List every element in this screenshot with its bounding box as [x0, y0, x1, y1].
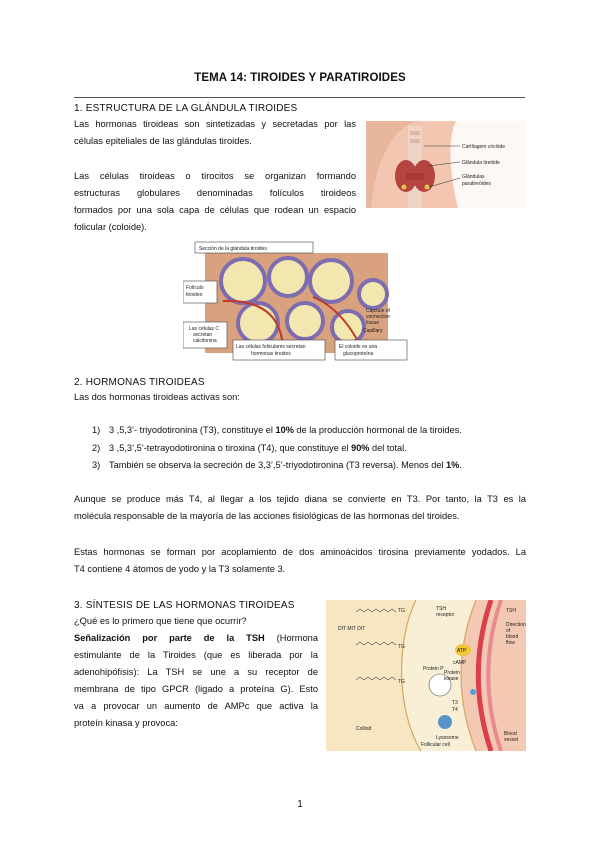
fig3-label: Colloid — [356, 726, 372, 732]
fig3-label: cAMP — [453, 660, 467, 666]
item-percent: 1% — [446, 460, 460, 470]
fig3-label: T3 — [452, 700, 458, 706]
fig3-label: ATP — [457, 648, 467, 654]
text-line: Aunque se produce más T4, al llegar a los tejido diana se convierte en T3. Por tanto, la T3 es la — [74, 494, 526, 504]
fig2-label: secretan — [193, 332, 213, 338]
fig3-label: receptor — [436, 612, 455, 618]
fig3-label: Direction — [506, 622, 526, 628]
page-title: TEMA 14: TIROIDES Y PARATIROIDES — [194, 72, 406, 84]
section-3-question: ¿Qué es lo primero que tiene que ocurrir? — [74, 616, 247, 626]
fig2-label: Capsule of — [366, 308, 390, 314]
section-1-para-2 — [74, 168, 356, 236]
text-line: membrana de tipo GPCR (ligado a proteína G). Esto — [74, 684, 318, 694]
fig2-label: connective — [366, 314, 390, 320]
hormone-item-3 — [92, 460, 462, 470]
section-2-para-2 — [74, 544, 526, 578]
item-text: del total. — [369, 443, 407, 453]
section-3-para — [74, 630, 318, 732]
fig3-label: flow — [506, 640, 515, 646]
fig3-label: kinase — [444, 676, 459, 682]
thyroid-anatomy-figure — [366, 121, 526, 208]
item-text: de la producción hormonal de la tiroides. — [293, 425, 462, 435]
fig2-label: Las células C — [189, 326, 220, 332]
text-rest: (Hormona — [264, 633, 319, 643]
fig1-label: Glândulas — [462, 174, 485, 180]
fig3-label: TSH — [506, 608, 516, 614]
page-number: 1 — [297, 799, 303, 810]
fig2-label: hormonas tiroides — [251, 351, 291, 357]
text-line: estructuras globulares denominadas folículos tiroideos — [74, 188, 356, 198]
fig1-label: Glândula tireóide — [462, 160, 500, 166]
text-line: T4 contiene 4 átomos de yodo y la T3 solamente 3. — [74, 564, 286, 574]
text-line: estimulante de la Tiroides (que es liberada por la — [74, 650, 318, 660]
text-line: folicular (coloide). — [74, 222, 147, 232]
text-line: molécula responsable de la mayoría de las acciones fisiológicas de las hormonas del tiroides. — [74, 511, 460, 521]
text-line: Las hormonas tiroideas son sintetizadas y secretadas por las — [74, 119, 356, 129]
thyroid-follicles-figure — [183, 239, 408, 362]
fig3-label: Lysosome — [436, 735, 459, 741]
text-line: células epiteliales de las glándulas tiroides. — [74, 136, 252, 146]
fig3-label: TSH — [436, 606, 446, 612]
item-text: También se observa la secreción de 3,3’,5’-triyodotironina (T3 reversa). Menos del — [109, 460, 447, 470]
text-line: formados por una sola capa de células que rodean un espacio — [74, 205, 356, 215]
list-number: 3) — [92, 460, 101, 470]
item-text: . — [459, 460, 462, 470]
text-line: Estas hormonas se forman por acoplamiento de dos aminoácidos tirosina previamente yodados. La — [74, 547, 526, 557]
section-3-heading: 3. SÍNTESIS DE LAS HORMONAS TIROIDEAS — [74, 600, 295, 611]
fig1-label: paratireóides — [462, 181, 491, 187]
text-line: va a provocar un aumento de AMPc que activa la — [74, 701, 318, 711]
fig3-label: blood — [506, 634, 519, 640]
fig3-label: of — [506, 628, 511, 634]
tsh-signaling-figure — [326, 600, 526, 751]
text-bold: Señalización por parte de la TSH — [74, 633, 265, 643]
list-number: 2) — [92, 443, 101, 453]
fig2-label: glucoproteína — [343, 351, 374, 357]
section-2-intro: Las dos hormonas tiroideas activas son: — [74, 392, 240, 402]
section-1-heading: 1. ESTRUCTURA DE LA GLÁNDULA TIROIDES — [74, 103, 298, 114]
fig3-label: T4 — [452, 707, 458, 713]
fig3-label: TG — [398, 679, 405, 685]
fig3-label: Protein P — [423, 666, 444, 672]
section-2-para-1 — [74, 491, 526, 525]
text-line — [74, 630, 318, 647]
text-line: proteín kinasa y provoca: — [74, 718, 178, 728]
fig3-label: TG — [398, 608, 405, 614]
hormone-item-1 — [92, 425, 462, 435]
item-text: 3 ,5,3’- triyodotironina (T3), constituye el — [109, 425, 276, 435]
item-percent: 90% — [351, 443, 370, 453]
item-text: 3 ,5,3’,5’-tetrayodotironina o tiroxina (T4), que constituye el — [109, 443, 352, 453]
section-1-para-1 — [74, 116, 356, 150]
text-line: Las células tiroideas o tirocitos se organizan formando — [74, 171, 356, 181]
fig2-label: tiroideo — [186, 292, 203, 298]
fig2-label: El coloide es una — [339, 344, 378, 350]
item-percent: 10% — [275, 425, 294, 435]
title-divider — [74, 97, 525, 98]
fig3-label: Protein — [444, 670, 460, 676]
fig2-label: tissue — [366, 320, 380, 326]
fig2-label: Folículo — [186, 285, 204, 291]
fig2-label: calcitonina — [193, 338, 217, 344]
fig2-label: Capillary — [363, 328, 383, 334]
fig1-label: Cartílagem cricóide — [462, 144, 506, 150]
fig3-label: DIT MIT DIT — [338, 626, 366, 632]
fig2-label: Las células foliculares secretan — [236, 344, 306, 350]
section-2-heading: 2. HORMONAS TIROIDEAS — [74, 377, 205, 388]
list-number: 1) — [92, 425, 101, 435]
fig3-label: Blood — [504, 731, 517, 737]
fig2-label: Sección de la glándula tiroides — [199, 246, 267, 252]
text-line: adenohipófisis): La TSH se une a su receptor de — [74, 667, 318, 677]
hormone-item-2 — [92, 443, 407, 453]
fig3-label: vessel — [504, 737, 519, 743]
fig3-label: Follicular cell — [421, 742, 450, 748]
fig3-label: TG — [398, 644, 405, 650]
